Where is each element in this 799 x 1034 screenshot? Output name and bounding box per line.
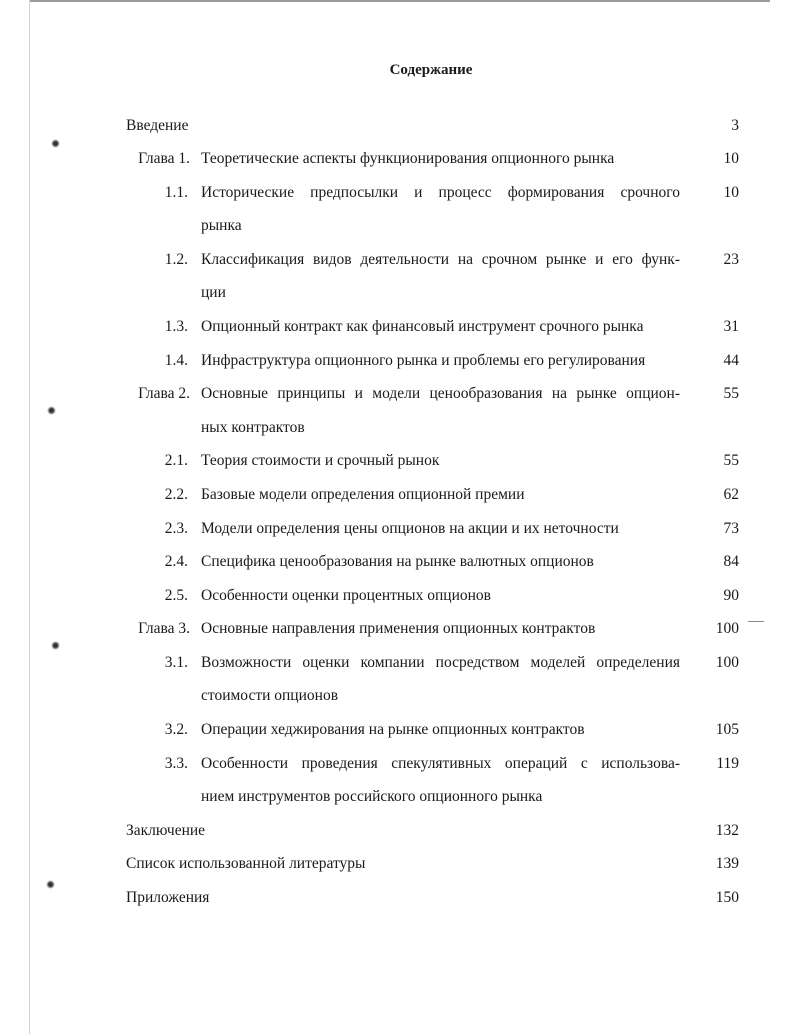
toc-entry-label: Заключение [126, 822, 206, 839]
toc-entry-intro [0, 114, 799, 138]
toc-entry-label: Особенности проведения спекулятивных операций с использова- [201, 755, 680, 772]
toc-entry-section-1-1-cont [0, 214, 799, 238]
toc-entry-label: Возможности оценки компании посредством моделей определения [201, 654, 680, 671]
toc-entry-number: 2.2. [164, 486, 188, 503]
toc-entry-bibliography [0, 852, 799, 876]
scan-edge [30, 0, 770, 2]
toc-entry-label: Базовые модели определения опционной премии [201, 486, 525, 503]
toc-entry-number: 2.3. [164, 520, 188, 537]
toc-entry-page: 90 [723, 587, 739, 604]
toc-entry-page: 10 [723, 184, 739, 201]
toc-entry-number: 1.3. [164, 318, 188, 335]
toc-entry-page: 31 [723, 318, 739, 335]
toc-entry-section-1-3 [0, 315, 799, 339]
toc-entry-page: 44 [723, 352, 739, 369]
toc-entry-label-continuation: ных контрактов [201, 419, 305, 436]
toc-entry-label: Опционный контракт как финансовый инструмент срочного рынка [201, 318, 644, 335]
toc-entry-page: 3 [731, 117, 739, 134]
toc-entry-label-continuation: стоимости опционов [201, 687, 339, 704]
toc-entry-section-1-2-cont [0, 281, 799, 305]
toc-entry-chapter-1 [0, 147, 799, 171]
toc-entry-page: 105 [715, 721, 739, 738]
toc-entry-number: Глава 2. [138, 385, 190, 402]
toc-entry-label: Список использованной литературы [126, 855, 366, 872]
toc-entry-section-1-2 [0, 248, 799, 272]
toc-entry-number: 2.5. [164, 587, 188, 604]
toc-entry-section-1-1 [0, 181, 799, 205]
toc-entry-section-1-4 [0, 349, 799, 373]
toc-entry-label: Модели определения цены опционов на акции и их неточности [201, 520, 619, 537]
page-title: Содержание [389, 62, 473, 78]
toc-entry-section-2-5 [0, 584, 799, 608]
toc-entry-page: 100 [715, 654, 739, 671]
toc-entry-label: Инфраструктура опционного рынка и проблемы его регулирования [201, 352, 646, 369]
toc-entry-appendix [0, 886, 799, 910]
scan-mark [748, 621, 764, 622]
toc-entry-section-3-3-cont [0, 785, 799, 809]
toc-entry-label: Основные направления применения опционных контрактов [201, 620, 596, 637]
toc-entry-section-2-1 [0, 449, 799, 473]
scan-speck [46, 880, 55, 889]
toc-entry-label-continuation: рынка [201, 217, 242, 234]
toc-entry-label: Специфика ценообразования на рынке валютных опционов [201, 553, 594, 570]
toc-entry-section-2-4 [0, 550, 799, 574]
toc-entry-page: 10 [723, 150, 739, 167]
toc-entry-label: Основные принципы и модели ценообразования на рынке опцион- [201, 385, 680, 402]
toc-entry-chapter-2 [0, 382, 799, 406]
toc-entry-page: 139 [715, 855, 739, 872]
toc-entry-section-3-3 [0, 752, 799, 776]
toc-entry-section-3-2 [0, 718, 799, 742]
toc-entry-label: Особенности оценки процентных опционов [201, 587, 491, 604]
toc-entry-page: 62 [723, 486, 739, 503]
toc-entry-number: 3.1. [164, 654, 188, 671]
toc-entry-label: Исторические предпосылки и процесс формирования срочного [201, 184, 680, 201]
toc-entry-page: 119 [716, 755, 739, 772]
toc-entry-number: 2.1. [164, 452, 188, 469]
toc-entry-section-3-1 [0, 651, 799, 675]
toc-entry-page: 55 [723, 452, 739, 469]
toc-entry-number: Глава 1. [138, 150, 190, 167]
toc-entry-label: Теоретические аспекты функционирования опционного рынка [201, 150, 615, 167]
toc-entry-page: 150 [715, 889, 739, 906]
scan-speck [51, 139, 60, 148]
toc-entry-label: Классификация видов деятельности на срочном рынке и его функ- [201, 251, 680, 268]
toc-entry-section-3-1-cont [0, 684, 799, 708]
toc-entry-page: 55 [723, 385, 739, 402]
toc-entry-number: 1.1. [164, 184, 188, 201]
toc-entry-label: Теория стоимости и срочный рынок [201, 452, 440, 469]
toc-entry-page: 73 [723, 520, 739, 537]
scan-speck [51, 641, 60, 650]
toc-entry-number: 1.2. [164, 251, 188, 268]
toc-entry-page: 132 [715, 822, 739, 839]
toc-entry-page: 100 [715, 620, 739, 637]
toc-entry-chapter-3 [0, 617, 799, 641]
toc-entry-section-2-2 [0, 483, 799, 507]
toc-entry-number: 3.3. [164, 755, 188, 772]
toc-entry-number: 2.4. [164, 553, 188, 570]
toc-entry-label: Приложения [126, 889, 210, 906]
toc-entry-conclusion [0, 819, 799, 843]
toc-entry-number: Глава 3. [138, 620, 190, 637]
toc-entry-page: 23 [723, 251, 739, 268]
toc-entry-label: Введение [126, 117, 189, 134]
toc-entry-chapter-2-cont [0, 416, 799, 440]
toc-entry-label-continuation: ции [201, 284, 226, 301]
toc-entry-label-continuation: нием инструментов российского опционного рынка [201, 788, 543, 805]
toc-entry-page: 84 [723, 553, 739, 570]
toc-entry-number: 1.4. [164, 352, 188, 369]
toc-entry-section-2-3 [0, 517, 799, 541]
toc-entry-label: Операции хеджирования на рынке опционных контрактов [201, 721, 585, 738]
scan-speck [47, 406, 56, 415]
toc-entry-number: 3.2. [164, 721, 188, 738]
